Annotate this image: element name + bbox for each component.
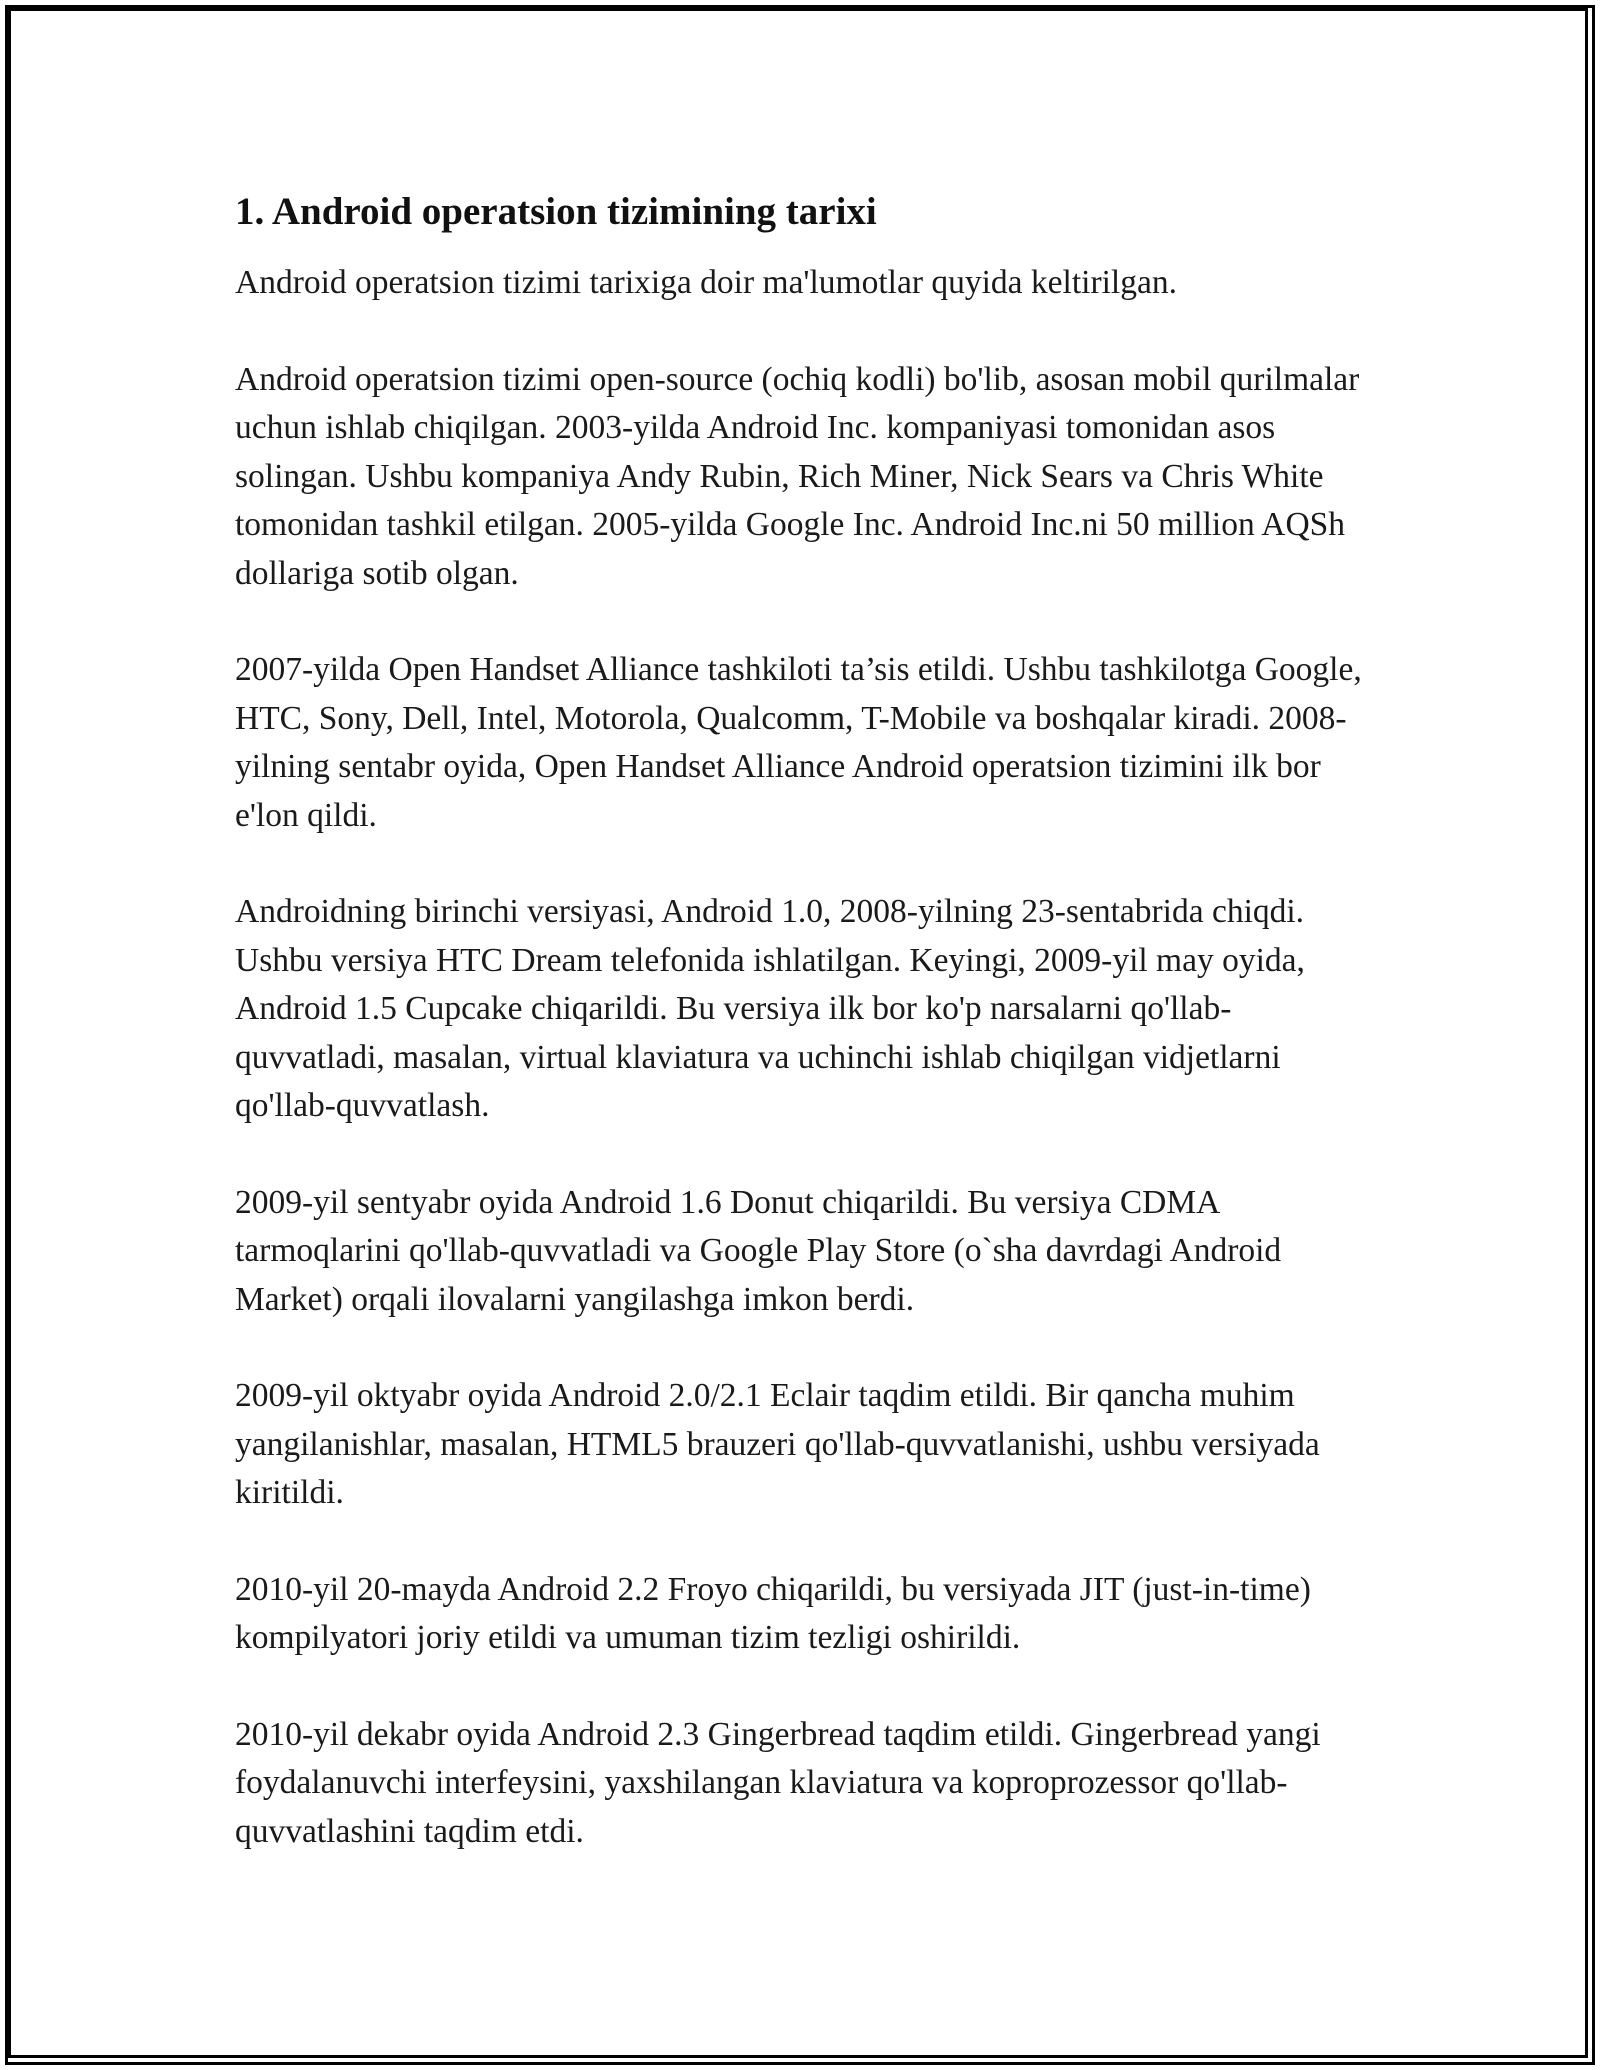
paragraph-open-handset-alliance: 2007-yilda Open Handset Alliance tashkiloti ta’sis etildi. Ushbu tashkilotga Google, HTC, Sony, Dell, Intel, Motorola, Qualcomm, T-Mobile va boshqalar kiradi. 2008-yilning sentabr oyida, Open Handset Alliance Android operatsion tizimini ilk bor e'lon qildi.: [235, 651, 1362, 834]
document-body: [235, 185, 1375, 1904]
paragraph-eclair: 2009-yil oktyabr oyida Android 2.0/2.1 Eclair taqdim etildi. Bir qancha muhim yangilanishlar, masalan, HTML5 brauzeri qo'llab-quvvatlanishi, ushbu versiyada kiritildi.: [235, 1377, 1320, 1511]
paragraph-first-version: Androidning birinchi versiyasi, Android 1.0, 2008-yilning 23-sentabrida chiqdi. Ushbu versiya HTC Dream telefonida ishlatilgan. Keyingi, 2009-yil may oyida, Android 1.5 Cupcake chiqarildi. Bu versiya ilk bor ko'p narsalarni qo'llab-quvvatladi, masalan, virtual klaviatura va uchinchi ishlab chiqilgan vidjetlarni qo'llab-quvvatlash.: [235, 893, 1305, 1124]
paragraph-android-inc: Android operatsion tizimi open-source (ochiq kodli) bo'lib, asosan mobil qurilmalar uchun ishlab chiqilgan. 2003-yilda Android Inc. kompaniyasi tomonidan asos solingan. Ushbu kompaniya Andy Rubin, Rich Miner, Nick Sears va Chris White tomonidan tashkil etilgan. 2005-yilda Google Inc. Android Inc.ni 50 million AQSh dollariga sotib olgan.: [235, 360, 1360, 592]
paragraph-donut: 2009-yil sentyabr oyida Android 1.6 Donut chiqarildi. Bu versiya CDMA tarmoqlarini qo'llab-quvvatladi va Google Play Store (o`sha davrdagi Android Market) orqali ilovalarni yangilashga imkon berdi.: [235, 1183, 1282, 1318]
paragraph-gingerbread: 2010-yil dekabr oyida Android 2.3 Gingerbread taqdim etildi. Gingerbread yangi foydalanuvchi interfeysini, yaxshilangan klaviatura va koproprozessor qo'llab-quvvatlashini taqdim etdi.: [235, 1715, 1321, 1850]
paragraph-froyo: 2010-yil 20-mayda Android 2.2 Froyo chiqarildi, bu versiyada JIT (just-in-time) kompilyatori joriy etildi va umuman tizim tezligi oshirildi.: [235, 1570, 1311, 1656]
page-title: 1. Android operatsion tizimining tarixi: [235, 190, 877, 233]
paragraph-intro: Android operatsion tizimi tarixiga doir ma'lumotlar quyida keltirilgan.: [235, 264, 1177, 301]
